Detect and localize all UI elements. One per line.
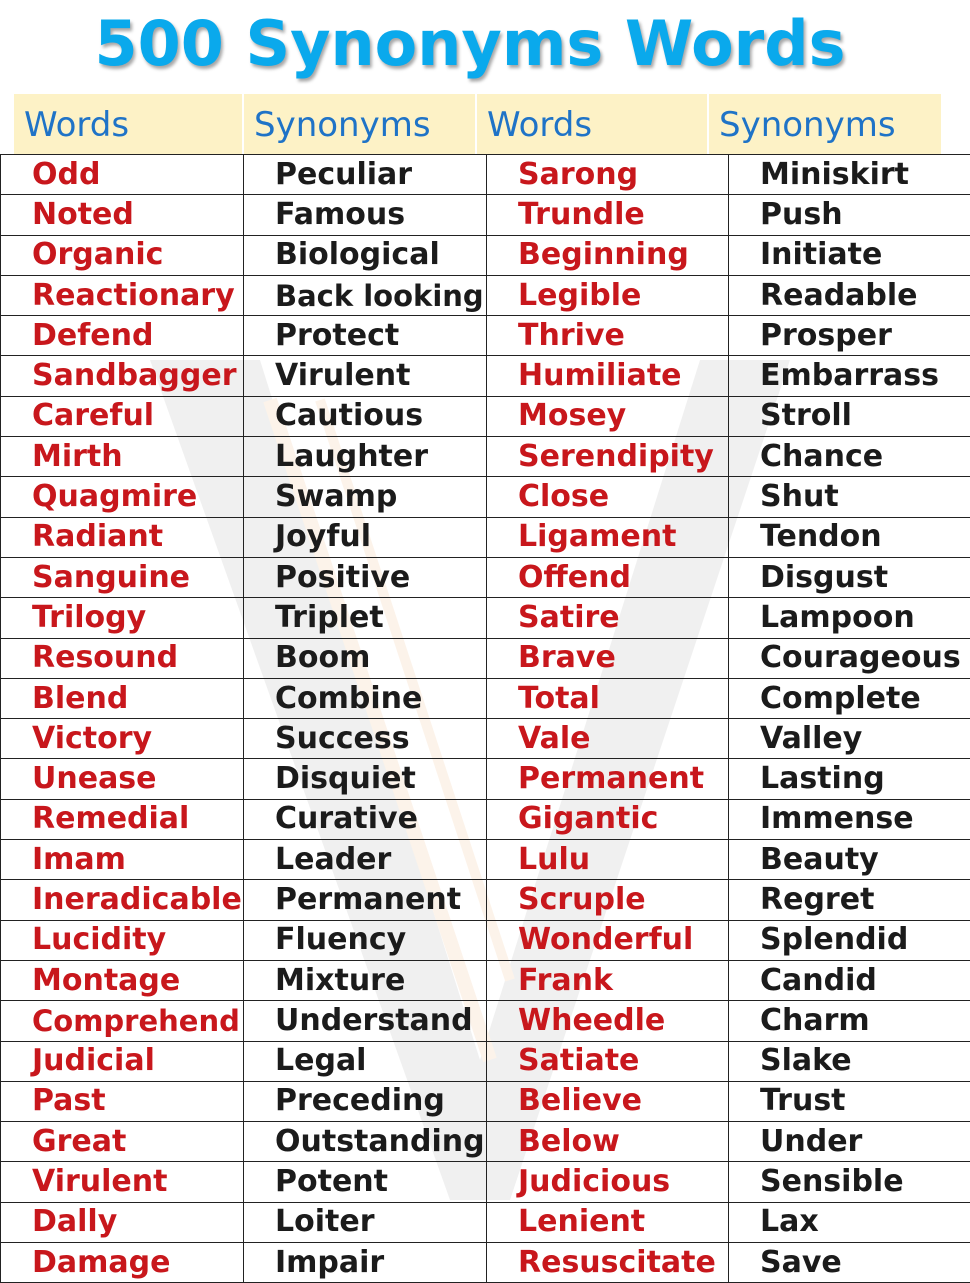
synonym-cell: Mixture xyxy=(244,960,487,1000)
synonym-cell: Stroll xyxy=(729,396,970,436)
word-cell: Humiliate xyxy=(487,356,729,396)
synonym-cell: Success xyxy=(244,719,487,759)
word-cell: Gigantic xyxy=(487,799,729,839)
table-row xyxy=(1,598,970,638)
synonym-cell: Valley xyxy=(729,719,970,759)
word-cell: Wonderful xyxy=(487,920,729,960)
synonym-cell: Back looking xyxy=(244,275,487,315)
word-cell: Past xyxy=(1,1081,244,1121)
table-row xyxy=(1,799,970,839)
synonym-cell: Courageous xyxy=(729,638,970,678)
synonym-cell: Disgust xyxy=(729,557,970,597)
synonym-cell: Regret xyxy=(729,880,970,920)
header-synonyms-1: Synonyms xyxy=(244,94,477,154)
word-cell: Believe xyxy=(487,1081,729,1121)
table-row xyxy=(1,1041,970,1081)
table-row xyxy=(1,396,970,436)
header-words-2: Words xyxy=(477,94,709,154)
table-row xyxy=(1,719,970,759)
word-cell: Below xyxy=(487,1122,729,1162)
table-row xyxy=(1,517,970,557)
synonym-cell: Splendid xyxy=(729,920,970,960)
word-cell: Legible xyxy=(487,275,729,315)
table-row xyxy=(1,880,970,920)
synonym-cell: Swamp xyxy=(244,477,487,517)
synonym-cell: Outstanding xyxy=(244,1122,487,1162)
word-cell: Careful xyxy=(1,396,244,436)
table-row xyxy=(1,195,970,235)
synonym-cell: Initiate xyxy=(729,235,970,275)
synonym-cell: Lasting xyxy=(729,759,970,799)
word-cell: Frank xyxy=(487,960,729,1000)
word-cell: Satire xyxy=(487,598,729,638)
table-row xyxy=(1,1001,970,1041)
word-cell: Sarong xyxy=(487,155,729,195)
word-cell: Lenient xyxy=(487,1202,729,1242)
synonym-cell: Biological xyxy=(244,235,487,275)
table-row xyxy=(1,235,970,275)
word-cell: Vale xyxy=(487,719,729,759)
synonym-cell: Laughter xyxy=(244,437,487,477)
synonym-cell: Slake xyxy=(729,1041,970,1081)
synonym-cell: Preceding xyxy=(244,1081,487,1121)
word-cell: Quagmire xyxy=(1,477,244,517)
word-cell: Mosey xyxy=(487,396,729,436)
word-cell: Satiate xyxy=(487,1041,729,1081)
synonym-cell: Positive xyxy=(244,557,487,597)
word-cell: Reactionary xyxy=(1,275,244,315)
synonym-cell: Embarrass xyxy=(729,356,970,396)
word-cell: Wheedle xyxy=(487,1001,729,1041)
word-cell: Defend xyxy=(1,316,244,356)
word-cell: Judicial xyxy=(1,1041,244,1081)
word-cell: Noted xyxy=(1,195,244,235)
synonym-cell: Lax xyxy=(729,1202,970,1242)
word-cell: Brave xyxy=(487,638,729,678)
word-cell: Radiant xyxy=(1,517,244,557)
synonym-cell: Push xyxy=(729,195,970,235)
synonym-cell: Joyful xyxy=(244,517,487,557)
table-row xyxy=(1,759,970,799)
page-title: 500 Synonyms Words xyxy=(0,0,940,90)
word-cell: Blend xyxy=(1,678,244,718)
synonym-cell: Potent xyxy=(244,1162,487,1202)
table-row xyxy=(1,557,970,597)
synonym-cell: Immense xyxy=(729,799,970,839)
synonym-cell: Beauty xyxy=(729,840,970,880)
word-cell: Dally xyxy=(1,1202,244,1242)
word-cell: Total xyxy=(487,678,729,718)
synonym-cell: Impair xyxy=(244,1243,487,1283)
synonym-cell: Prosper xyxy=(729,316,970,356)
synonym-cell: Trust xyxy=(729,1081,970,1121)
table-row xyxy=(1,840,970,880)
table-row xyxy=(1,437,970,477)
table-row xyxy=(1,316,970,356)
synonym-cell: Protect xyxy=(244,316,487,356)
synonym-cell: Lampoon xyxy=(729,598,970,638)
table-row xyxy=(1,960,970,1000)
word-cell: Ligament xyxy=(487,517,729,557)
word-cell: Great xyxy=(1,1122,244,1162)
synonym-cell: Virulent xyxy=(244,356,487,396)
table-row xyxy=(1,1162,970,1202)
synonym-cell: Boom xyxy=(244,638,487,678)
word-cell: Resuscitate xyxy=(487,1243,729,1283)
table-row xyxy=(1,920,970,960)
synonym-cell: Famous xyxy=(244,195,487,235)
table-row xyxy=(1,1122,970,1162)
synonym-cell: Shut xyxy=(729,477,970,517)
word-cell: Beginning xyxy=(487,235,729,275)
word-cell: Lulu xyxy=(487,840,729,880)
word-cell: Imam xyxy=(1,840,244,880)
synonym-cell: Triplet xyxy=(244,598,487,638)
synonyms-table xyxy=(0,154,970,1283)
table-row xyxy=(1,1243,970,1283)
synonym-cell: Cautious xyxy=(244,396,487,436)
word-cell: Ineradicable xyxy=(1,880,244,920)
synonym-cell: Legal xyxy=(244,1041,487,1081)
synonym-cell: Candid xyxy=(729,960,970,1000)
synonym-cell: Tendon xyxy=(729,517,970,557)
word-cell: Judicious xyxy=(487,1162,729,1202)
header-words-1: Words xyxy=(14,94,244,154)
table-row xyxy=(1,638,970,678)
synonym-cell: Understand xyxy=(244,1001,487,1041)
word-cell: Victory xyxy=(1,719,244,759)
synonym-cell: Fluency xyxy=(244,920,487,960)
synonym-cell: Leader xyxy=(244,840,487,880)
table-header xyxy=(14,94,941,154)
word-cell: Thrive xyxy=(487,316,729,356)
synonym-cell: Loiter xyxy=(244,1202,487,1242)
word-cell: Organic xyxy=(1,235,244,275)
table-row xyxy=(1,1202,970,1242)
table-row xyxy=(1,678,970,718)
word-cell: Montage xyxy=(1,960,244,1000)
word-cell: Mirth xyxy=(1,437,244,477)
word-cell: Permanent xyxy=(487,759,729,799)
synonym-cell: Curative xyxy=(244,799,487,839)
table-row xyxy=(1,356,970,396)
word-cell: Serendipity xyxy=(487,437,729,477)
word-cell: Unease xyxy=(1,759,244,799)
word-cell: Virulent xyxy=(1,1162,244,1202)
header-synonyms-2: Synonyms xyxy=(709,94,941,154)
word-cell: Odd xyxy=(1,155,244,195)
word-cell: Lucidity xyxy=(1,920,244,960)
word-cell: Resound xyxy=(1,638,244,678)
synonym-cell: Sensible xyxy=(729,1162,970,1202)
word-cell: Trilogy xyxy=(1,598,244,638)
word-cell: Remedial xyxy=(1,799,244,839)
word-cell: Comprehend xyxy=(1,1001,244,1041)
synonym-cell: Under xyxy=(729,1122,970,1162)
synonym-cell: Charm xyxy=(729,1001,970,1041)
synonym-cell: Miniskirt xyxy=(729,155,970,195)
word-cell: Scruple xyxy=(487,880,729,920)
table-row xyxy=(1,275,970,315)
synonym-cell: Peculiar xyxy=(244,155,487,195)
synonym-cell: Save xyxy=(729,1243,970,1283)
word-cell: Offend xyxy=(487,557,729,597)
synonym-cell: Permanent xyxy=(244,880,487,920)
table-row xyxy=(1,155,970,195)
synonym-cell: Combine xyxy=(244,678,487,718)
word-cell: Sandbagger xyxy=(1,356,244,396)
word-cell: Damage xyxy=(1,1243,244,1283)
synonym-cell: Complete xyxy=(729,678,970,718)
table-row xyxy=(1,477,970,517)
word-cell: Trundle xyxy=(487,195,729,235)
synonym-cell: Readable xyxy=(729,275,970,315)
synonym-cell: Chance xyxy=(729,437,970,477)
word-cell: Sanguine xyxy=(1,557,244,597)
word-cell: Close xyxy=(487,477,729,517)
table-row xyxy=(1,1081,970,1121)
synonym-cell: Disquiet xyxy=(244,759,487,799)
